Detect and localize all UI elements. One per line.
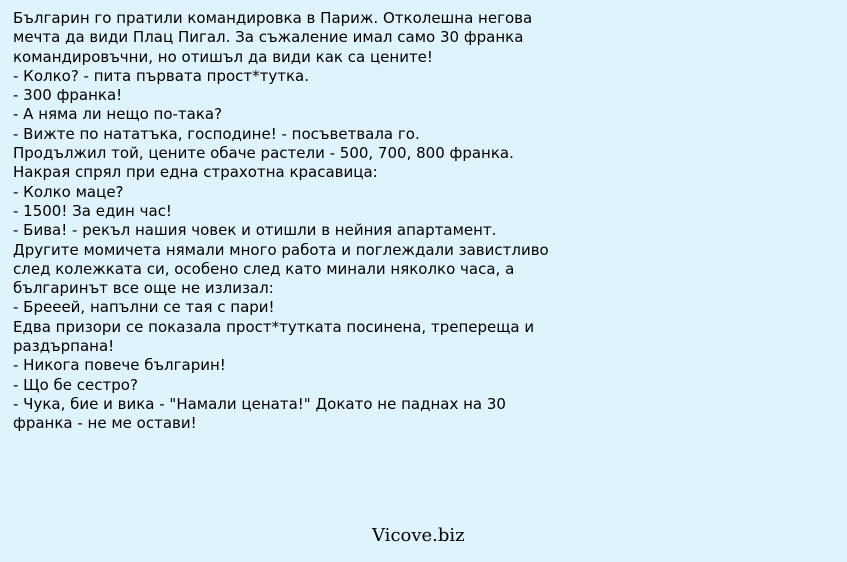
joke-line: след колежката си, особено след като минали няколко часа, а xyxy=(13,259,515,278)
joke-line: - 300 франка! xyxy=(13,86,123,105)
joke-line: - Брееей, напълни се тая с пари! xyxy=(13,298,275,317)
joke-line: българинът все още не излизал: xyxy=(13,279,274,298)
joke-line: - Чука, бие и вика - "Намали цената!" Докато не паднах на 30 xyxy=(13,394,506,413)
joke-line: командировъчни, но отишъл да види как са цените! xyxy=(13,47,433,66)
joke-line: - Колко? - пита първата прост*тутка. xyxy=(13,66,310,85)
joke-line: Другите момичета нямали много работа и поглеждали завистливо xyxy=(13,240,549,259)
joke-line: Едва призори се показала прост*тутката посинена, трепереща и xyxy=(13,317,535,336)
joke-text xyxy=(13,9,838,434)
joke-line: - Никога повече българин! xyxy=(13,356,226,375)
joke-line: - А няма ли нещо по-така? xyxy=(13,105,223,124)
joke-line: Продължил той, цените обаче растели - 500, 700, 800 франка. xyxy=(13,144,514,163)
joke-line: - Колко маце? xyxy=(13,182,124,201)
site-watermark: Vicove.biz xyxy=(372,525,465,546)
joke-line: - 1500! За един час! xyxy=(13,201,172,220)
joke-line: франка - не ме остави! xyxy=(13,414,197,433)
joke-line: Българин го пратили командировка в Париж. Отколешна негова xyxy=(13,9,533,27)
joke-line: мечта да види Плац Пигал. За съжаление имал само 30 франка xyxy=(13,28,524,47)
joke-line: раздърпана! xyxy=(13,337,115,356)
joke-line: - Що бе сестро? xyxy=(13,375,138,394)
joke-line: Накрая спрял при една страхотна красавица: xyxy=(13,163,378,182)
joke-line: - Бива! - рекъл нашия човек и отишли в нейния апартамент. xyxy=(13,221,497,240)
joke-line: - Вижте по нататъка, господине! - посъветвала го. xyxy=(13,124,420,143)
